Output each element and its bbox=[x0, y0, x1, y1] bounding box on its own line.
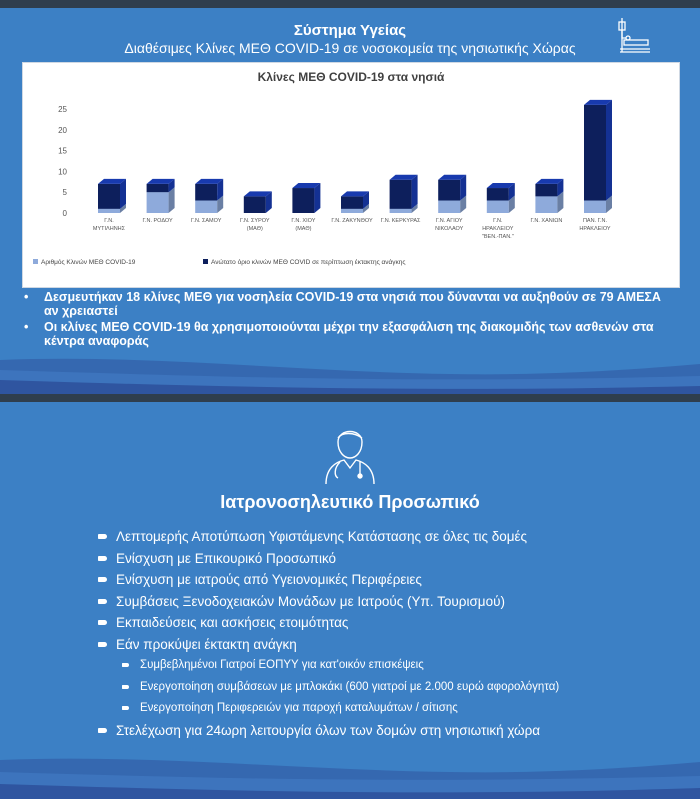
slide-title: Ιατρονοσηλευτικό Προσωπικό bbox=[220, 492, 480, 512]
legend-label: Αριθμός Κλινών ΜΕΘ COVID-19 bbox=[41, 259, 136, 266]
bar-segment bbox=[98, 209, 120, 213]
x-tick-label: (ΜΑΘ) bbox=[246, 226, 263, 232]
list-item bbox=[122, 655, 559, 677]
bar-side bbox=[606, 100, 612, 201]
y-tick-label: 20 bbox=[58, 125, 67, 135]
arrow-bullet-icon bbox=[122, 706, 129, 710]
bar-segment bbox=[535, 196, 557, 213]
bar-segment bbox=[438, 180, 460, 201]
slide-title: Σύστημα Υγείας bbox=[293, 22, 407, 39]
bar-segment bbox=[195, 184, 217, 201]
chart-container bbox=[22, 62, 680, 288]
legend-label: Ανώτατο όριο κλινών ΜΕΘ COVID σε περίπτωση έκτακτης ανάγκης bbox=[211, 259, 406, 266]
y-tick-label: 5 bbox=[62, 188, 67, 198]
x-tick-label: "ΒΕΝ.-ΠΑΝ." bbox=[481, 234, 514, 240]
arrow-bullet-icon bbox=[98, 556, 107, 561]
arrow-bullet-icon bbox=[98, 728, 107, 733]
bar-segment bbox=[487, 201, 509, 213]
list-item-text: Συμβάσεις Ξενοδοχειακών Μονάδων με Ιατρούς (Υπ. Τουρισμού) bbox=[116, 593, 505, 609]
arrow-bullet-icon bbox=[98, 577, 107, 582]
bar-segment bbox=[487, 188, 509, 200]
bar-segment bbox=[195, 201, 217, 213]
y-tick-label: 25 bbox=[58, 105, 67, 114]
x-tick-label: ΜΥΤΙΛΗΝΗΣ bbox=[92, 226, 126, 232]
list-item bbox=[98, 634, 559, 656]
list-item-text: Στελέχωση για 24ωρη λειτουργία όλων των δομών στη νησιωτική χώρα bbox=[116, 722, 541, 738]
bar-segment bbox=[390, 180, 412, 209]
bar-segment bbox=[584, 105, 606, 201]
bar-segment bbox=[584, 201, 606, 213]
bullet-item: • Δεσμευτήκαν 18 κλίνες ΜΕΘ για νοσηλεία COVID-19 στα νησιά που δύνανται να αυξηθούν σε 79 ΑΜΕΣΑ αν χρειαστεί bbox=[30, 290, 670, 318]
bar-segment bbox=[341, 196, 363, 208]
x-tick-label: Γ.Ν. ΑΓΙΟΥ bbox=[435, 218, 463, 224]
list-item-text: Ενίσχυση με Επικουρικό Προσωπικό bbox=[116, 550, 337, 566]
chart-title: Κλίνες ΜΕΘ COVID-19 στα νησιά bbox=[257, 70, 445, 84]
bar-side bbox=[412, 175, 418, 209]
bar-segment bbox=[147, 192, 169, 213]
x-tick-label: ΗΡΑΚΛΕΙΟΥ bbox=[482, 226, 514, 232]
bar-segment bbox=[244, 196, 266, 213]
staff-measures-list bbox=[98, 526, 559, 741]
slide-medical-staff bbox=[0, 402, 700, 799]
x-tick-label: Γ.Ν. ΧΙΟΥ bbox=[291, 218, 316, 224]
x-tick-label: (ΜΑΘ) bbox=[295, 226, 312, 232]
list-item-text: Συμβεβλημένοι Γιατροί ΕΟΠΥΥ για κατ'οικόν επισκέψεις bbox=[140, 659, 424, 671]
slide-icu-beds bbox=[0, 8, 700, 394]
x-tick-label: Γ.Ν. bbox=[104, 218, 114, 224]
bullet-text: Δεσμευτήκαν 18 κλίνες ΜΕΘ για νοσηλεία COVID-19 στα νησιά που δύνανται να αυξηθούν σε 79 ΑΜΕΣΑ αν χρειαστεί bbox=[44, 290, 661, 318]
list-item bbox=[122, 698, 559, 720]
slide-subtitle: Διαθέσιμες Κλίνες ΜΕΘ COVID-19 σε νοσοκομεία της νησιωτικής Χώρας bbox=[124, 40, 576, 56]
y-tick-label: 0 bbox=[62, 209, 67, 218]
arrow-bullet-icon bbox=[98, 620, 107, 625]
bar-side bbox=[120, 179, 126, 209]
y-tick-label: 10 bbox=[58, 167, 67, 177]
bar-side bbox=[314, 183, 320, 213]
list-item bbox=[98, 591, 559, 613]
bullet-item: • Οι κλίνες ΜΕΘ COVID-19 θα χρησιμοποιούνται μέχρι την εξασφάλιση της διακομιδής των ασθενών στα κέντρα αναφοράς bbox=[30, 320, 670, 348]
bullet-text: Οι κλίνες ΜΕΘ COVID-19 θα χρησιμοποιούνται μέχρι την εξασφάλιση της διακομιδής των ασθενών στα κέντρα αναφοράς bbox=[44, 320, 654, 348]
list-item bbox=[98, 569, 559, 591]
x-tick-label: Γ.Ν. ΖΑΚΥΝΘΟΥ bbox=[331, 218, 373, 224]
bar-segment bbox=[535, 184, 557, 196]
x-tick-label: Γ.Ν. ΚΕΡΚΥΡΑΣ bbox=[380, 218, 421, 224]
list-item-text: Ενεργοποίηση συμβάσεων με μπλοκάκι (600 γιατροί με 2.000 ευρώ αφορολόγητα) bbox=[140, 680, 560, 693]
x-tick-label: Γ.Ν. ΡΟΔΟΥ bbox=[142, 218, 173, 224]
list-item-text: Εκπαιδεύσεις και ασκήσεις ετοιμότητας bbox=[116, 615, 349, 630]
list-item bbox=[98, 612, 559, 634]
x-tick-label: ΝΙΚΟΛΑΟΥ bbox=[435, 226, 464, 232]
arrow-bullet-icon bbox=[122, 663, 129, 667]
bar-segment bbox=[147, 184, 169, 192]
wave-decoration bbox=[0, 750, 700, 799]
list-item bbox=[122, 677, 559, 699]
arrow-bullet-icon bbox=[98, 642, 107, 647]
arrow-bullet-icon bbox=[98, 599, 107, 604]
list-item-text: Ενεργοποίηση Περιφερειών για παροχή καταλυμάτων / σίτισης bbox=[140, 702, 458, 714]
y-tick-label: 15 bbox=[58, 146, 67, 156]
legend-swatch bbox=[33, 259, 38, 264]
x-tick-label: Γ.Ν. ΣΑΜΟΥ bbox=[190, 218, 222, 224]
legend-swatch bbox=[203, 259, 208, 264]
x-tick-label: ΠΑΝ. Γ.Ν. bbox=[582, 218, 608, 224]
arrow-bullet-icon bbox=[122, 685, 129, 689]
list-item-text: Ενίσχυση με ιατρούς από Υγειονομικές Περιφέρειες bbox=[116, 572, 422, 587]
bar-segment bbox=[292, 188, 314, 213]
list-item bbox=[98, 720, 559, 742]
hospital-bed-icon bbox=[614, 16, 654, 56]
bar-segment bbox=[390, 209, 412, 213]
x-tick-label: Γ.Ν. bbox=[493, 218, 503, 224]
wave-decoration bbox=[0, 348, 700, 394]
bar-segment bbox=[98, 184, 120, 209]
stacked-bar-chart bbox=[23, 63, 679, 287]
bar-segment bbox=[438, 201, 460, 213]
list-item bbox=[98, 548, 559, 570]
list-item-text: Λεπτομερής Αποτύπωση Υφιστάμενης Κατάστασης σε όλες τις δομές bbox=[116, 529, 528, 544]
arrow-bullet-icon bbox=[98, 534, 107, 539]
list-item-text: Εάν προκύψει έκτακτη ανάγκη bbox=[116, 636, 297, 652]
list-item bbox=[98, 526, 559, 548]
x-tick-label: Γ.Ν. ΧΑΝΙΩΝ bbox=[530, 218, 563, 224]
doctor-icon bbox=[320, 422, 380, 486]
x-tick-label: ΗΡΑΚΛΕΙΟΥ bbox=[579, 226, 611, 232]
x-tick-label: Γ.Ν. ΣΥΡΟΥ bbox=[240, 218, 270, 224]
bar-segment bbox=[341, 209, 363, 213]
